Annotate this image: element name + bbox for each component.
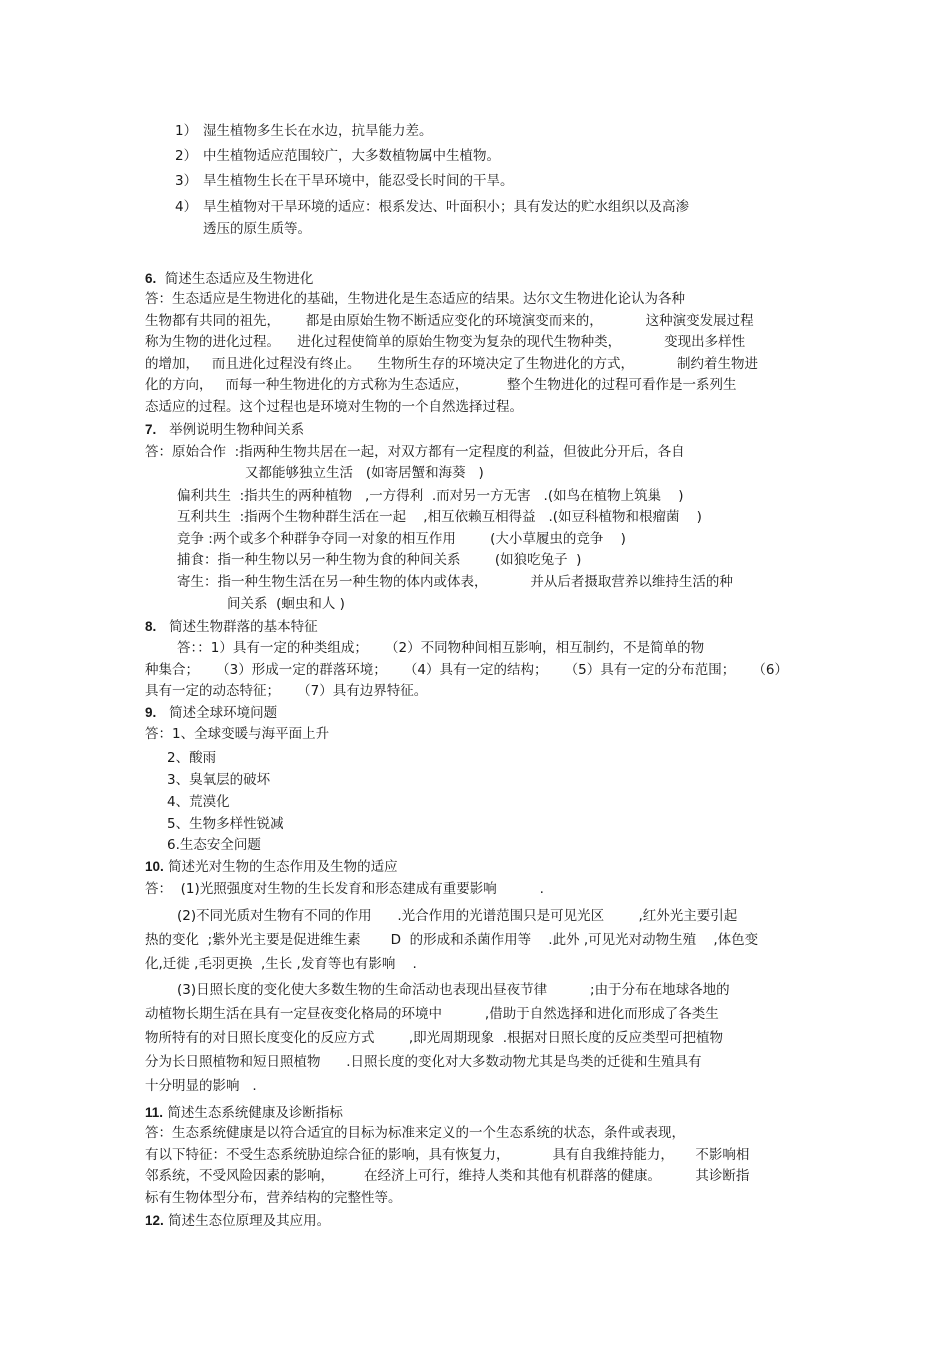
answer-line: 答：生态系统健康是以符合适宜的目标为标准来定义的一个生态系统的状态，条件或表现， [145,1125,685,1141]
list-item: 5、生物多样性锐减 [167,816,284,832]
answer-line: 物所特有的对日照长度变化的反应方式 ,即光周期现象 .根据对日照长度的反应类型可把植物 [145,1030,723,1046]
list-item: 1） 湿生植物多生长在水边，抗旱能力差。 [175,123,433,139]
answer-line: 间关系 (蛔虫和人 ) [227,596,345,612]
answer-line: 化的方向， 而每一种生物进化的方式称为生态适应， 整个生物进化的过程可看作是一系列生 [145,377,737,393]
answer-line: 称为生物的进化过程。 进化过程使简单的原始生物变为复杂的现代生物种类， 变现出多样性 [145,334,746,350]
answer-line: 十分明显的影响 . [145,1078,257,1094]
question-heading: 8. 简述生物群落的基本特征 [145,619,318,635]
answer-line: 化,迁徙 ,毛羽更换 ,生长 ,发育等也有影响 . [145,956,417,972]
question-heading: 12. 简述生态位原理及其应用。 [145,1213,331,1229]
list-item: 6.生态安全问题 [167,837,261,853]
answer-line: 答： (1)光照强度对生物的生长发育和形态建成有重要影响 . [145,881,544,897]
answer-line: 邻系统，不受风险因素的影响， 在经济上可行，维持人类和其他有机群落的健康。 其诊断指 [145,1168,750,1184]
answer-line: 具有一定的动态特征； （7）具有边界特征。 [145,683,428,699]
answer-line: 又都能够独立生活 (如寄居蟹和海葵 ) [245,465,484,481]
answer-line: 热的变化 ;紫外光主要是促进维生素 D 的形成和杀菌作用等 .此外 ,可见光对动物生殖 ,体色变 [145,932,759,948]
question-heading: 11. 简述生态系统健康及诊断指标 [145,1105,343,1121]
answer-line: (2)不同光质对生物有不同的作用 .光合作用的光谱范围只是可见光区 ,红外光主要引起 [177,908,738,924]
list-item: 2） 中生植物适应范围较广，大多数植物属中生植物。 [175,148,500,164]
question-heading: 9. 简述全球环境问题 [145,705,278,721]
answer-line: 分为长日照植物和短日照植物 .日照长度的变化对大多数动物尤其是鸟类的迁徙和生殖具有 [145,1054,702,1070]
answer-line: 有以下特征：不受生态系统胁迫综合征的影响，具有恢复力， 具有自我维持能力， 不影响相 [145,1147,750,1163]
answer-line: 竞争 :两个或多个种群争夺同一对象的相互作用 (大小草履虫的竞争 ) [177,531,626,547]
answer-line: 标有生物体型分布，营养结构的完整性等。 [145,1190,402,1206]
answer-line: 答：1、全球变暖与海平面上升 [145,726,330,742]
answer-line: 的增加， 而且进化过程没有终止。 生物所生存的环境决定了生物进化的方式， 制约着生物进 [145,356,758,372]
list-item: 4） 旱生植物对干旱环境的适应：根系发达、叶面积小；具有发达的贮水组织以及高渗 [175,199,689,215]
list-item: 3） 旱生植物生长在干旱环境中，能忍受长时间的干旱。 [175,173,514,189]
answer-line: 答：：1）具有一定的种类组成； （2）不同物种间相互影响，相互制约，不是简单的物 [177,640,705,656]
question-heading: 10. 简述光对生物的生态作用及生物的适应 [145,859,398,875]
question-heading: 6. 简述生态适应及生物进化 [145,271,314,287]
list-item-continuation: 透压的原生质等。 [203,221,311,237]
answer-line: 种集合； （3）形成一定的群落环境； （4）具有一定的结构； （5）具有一定的分布范围； （6） [145,662,789,678]
answer-line: 寄生：指一种生物生活在另一种生物的体内或体表， 并从后者摄取营养以维持生活的种 [177,574,733,590]
answer-line: 答：生态适应是生物进化的基础，生物进化是生态适应的结果。达尔文生物进化论认为各种 [145,291,685,307]
answer-line: 互利共生 :指两个生物种群生活在一起 ,相互依赖互相得益 .(如豆科植物和根瘤菌 ) [177,509,702,525]
list-item: 4、荒漠化 [167,794,230,810]
answer-line: 答：原始合作 :指两种生物共居在一起，对双方都有一定程度的利益，但彼此分开后，各自 [145,444,685,460]
answer-line: (3)日照长度的变化使大多数生物的生命活动也表现出昼夜节律 ;由于分布在地球各地的 [177,982,730,998]
question-heading: 7. 举例说明生物种间关系 [145,422,305,438]
answer-line: 捕食：指一种生物以另一种生物为食的种间关系 (如狼吃兔子 ) [177,552,582,568]
list-item: 2、酸雨 [167,750,217,766]
answer-line: 动植物长期生活在具有一定昼夜变化格局的环境中 ,借助于自然选择和进化而形成了各类生 [145,1006,719,1022]
answer-line: 生物都有共同的祖先， 都是由原始生物不断适应变化的环境演变而来的， 这种演变发展过程 [145,313,754,329]
answer-line: 偏利共生 :指共生的两种植物 ,一方得利 .而对另一方无害 .(如鸟在植物上筑巢 ) [177,488,684,504]
list-item: 3、臭氧层的破坏 [167,772,271,788]
answer-line: 态适应的过程。这个过程也是环境对生物的一个自然选择过程。 [145,399,523,415]
